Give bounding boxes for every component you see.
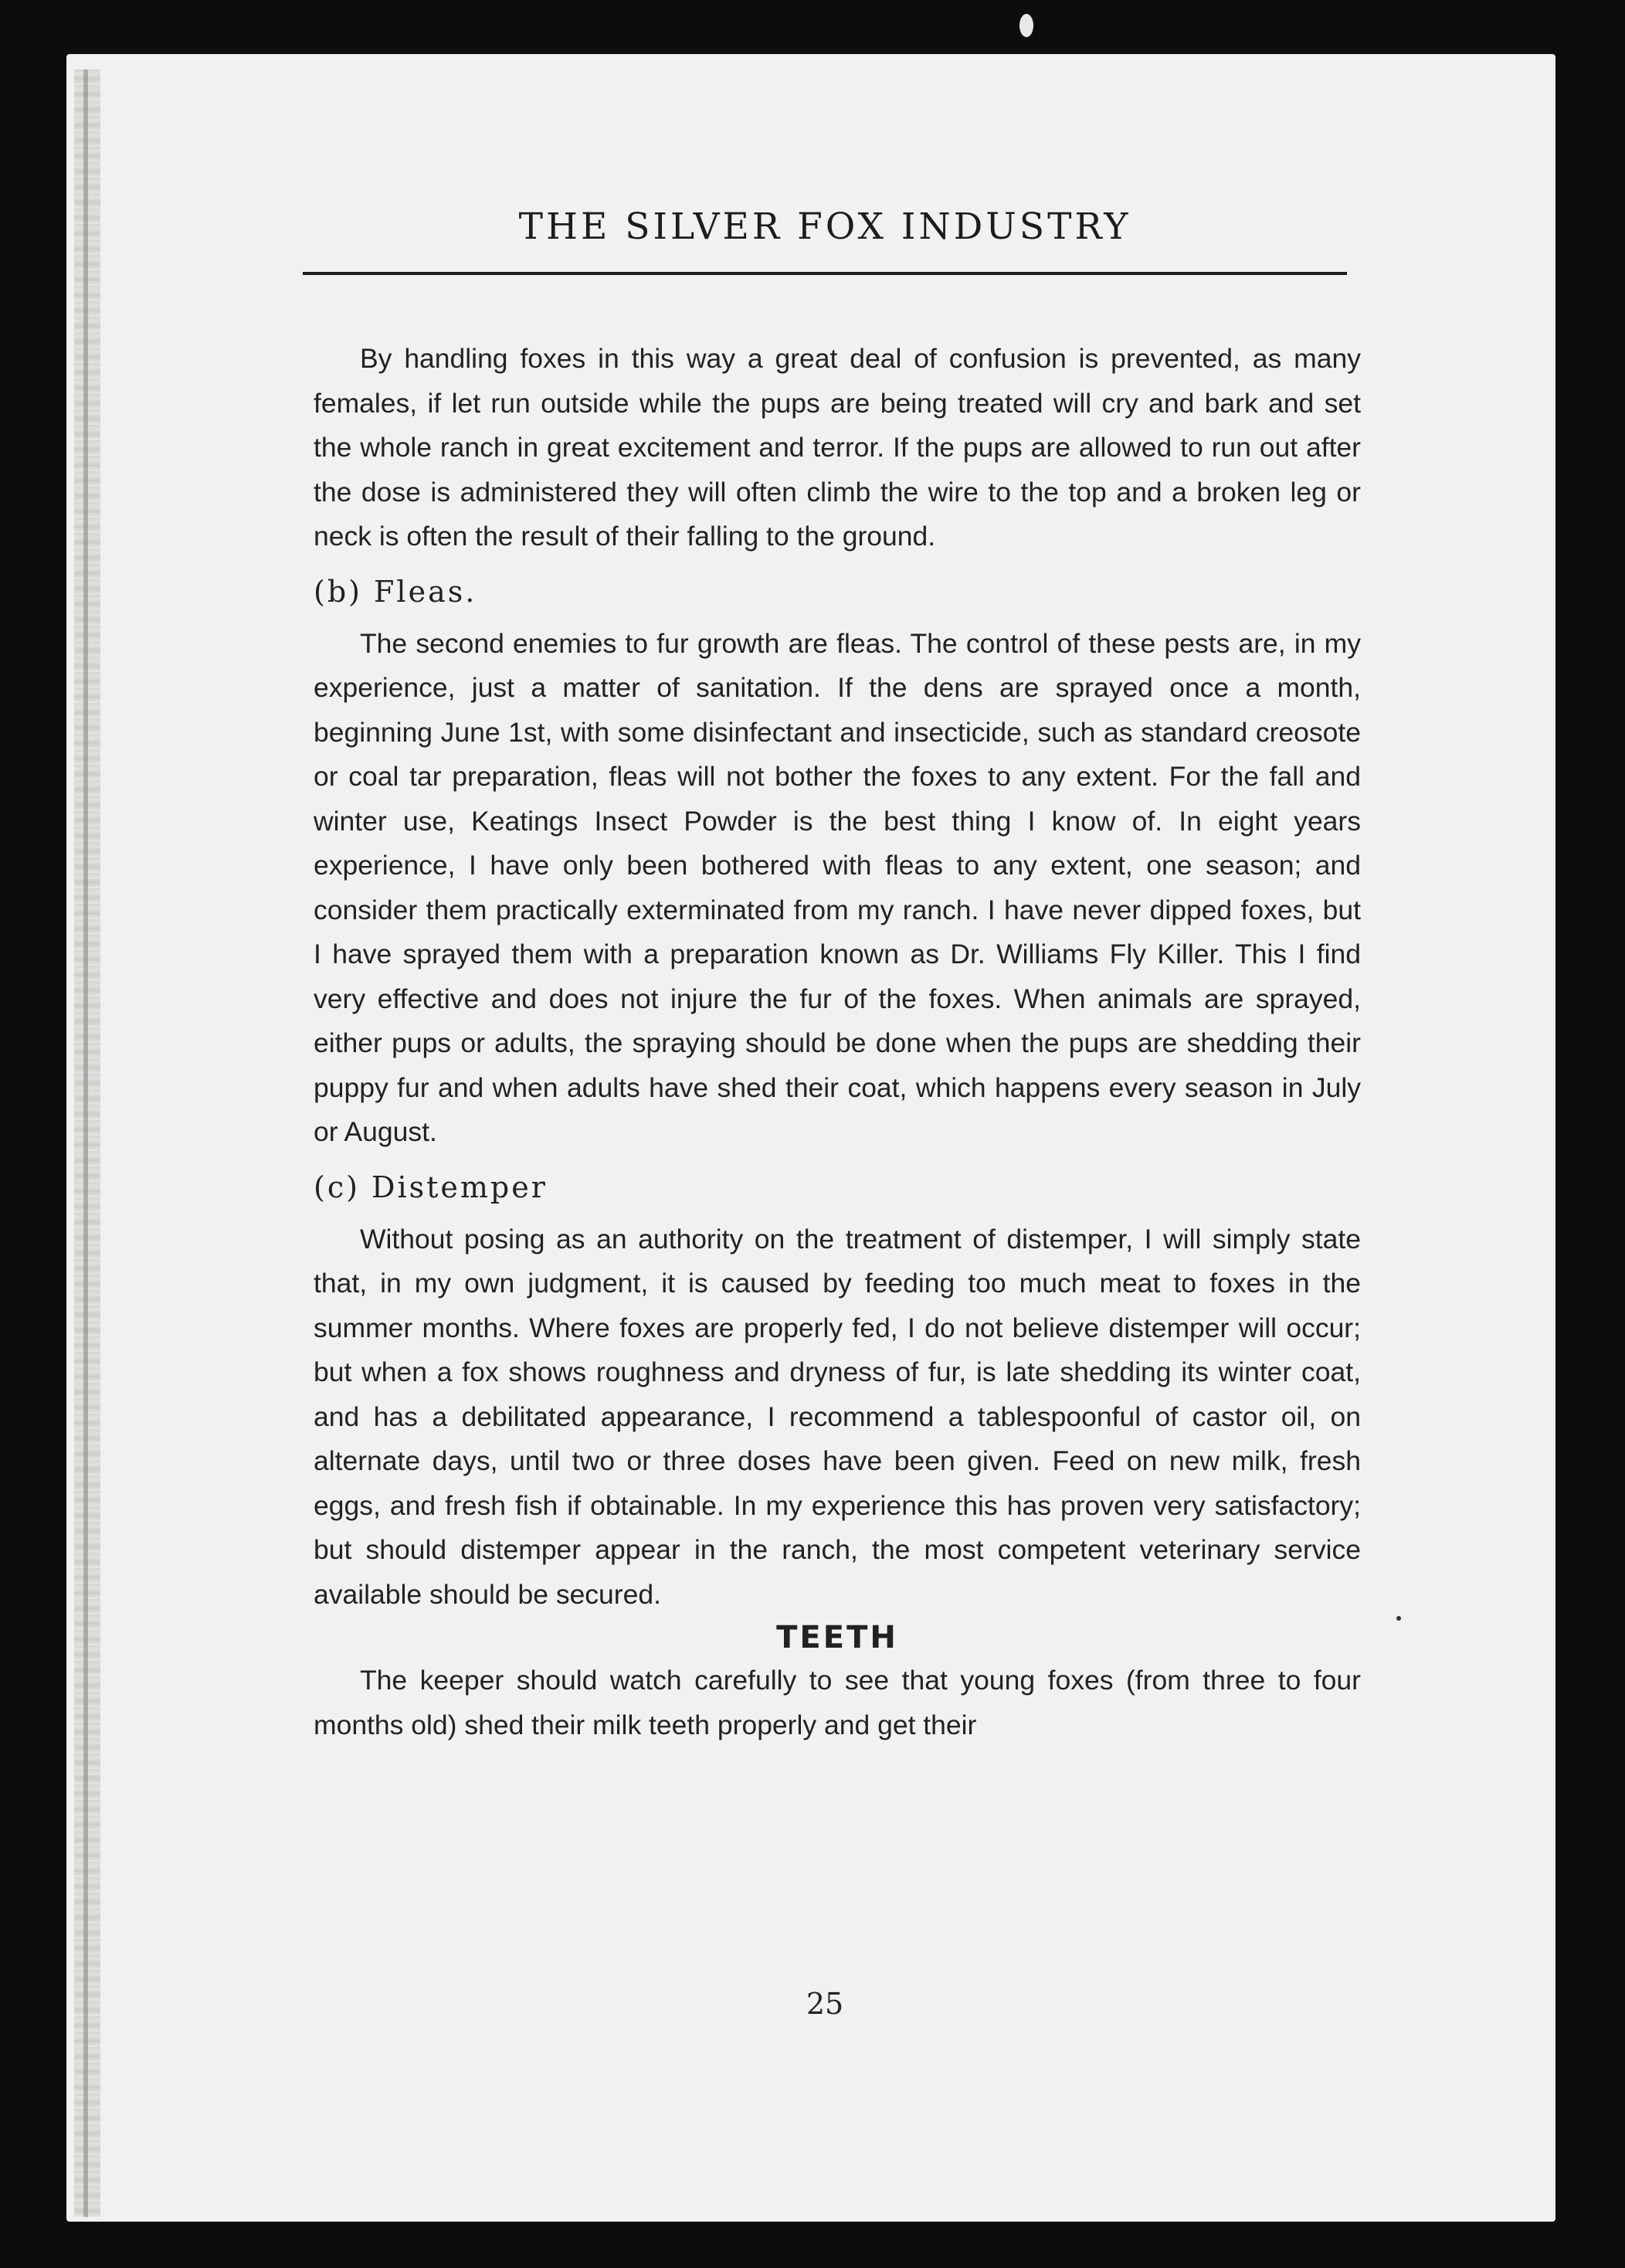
section-heading-distemper: (c) Distemper xyxy=(314,1170,548,1204)
header-rule xyxy=(303,272,1347,275)
page-body-text xyxy=(314,337,1361,1747)
paragraph-intro: By handling foxes in this way a great deal of confusion is prevented, as many females, if let run outside while the pups are being treated will cry and bark and set the whole ranch in great excitement and terror. If the pups are allowed to run out after the dose is administered they will often climb the wire to the top and a broken leg or neck is often the result of their falling to the ground. xyxy=(314,343,1361,552)
section-heading-teeth: TEETH xyxy=(776,1620,898,1655)
scan-artifact-mark xyxy=(1019,14,1033,37)
scan-speck xyxy=(1396,1616,1401,1621)
page-number: 25 xyxy=(806,1987,844,2021)
binding-shadow-line xyxy=(83,70,88,2217)
paragraph-distemper: Without posing as an authority on the treatment of distemper, I will simply state that, in my own judgment, it is caused by feeding too much meat to foxes in the summer months. Where foxes are properly fed, I do not believe distemper will occur; but when a fox shows roughness and dryness of fur, is late shedding its winter coat, and has a debilitated appearance, I recommend a tablespoonful of castor oil, on alternate days, until two or three doses have been given. Feed on new milk, fresh eggs, and fresh fish if obtainable. In my experience this has proven very satisfactory; but should distemper appear in the ranch, the most competent veterinary service available should be secured. xyxy=(314,1223,1361,1610)
paragraph-fleas: The second enemies to fur growth are fleas. The control of these pests are, in my experience, just a matter of sanitation. If the dens are sprayed once a month, beginning June 1st, with some disinfectant and insecticide, such as standard creosote or coal tar preparation, fleas will not bother the foxes to any extent. For the fall and winter use, Keatings Insect Powder is the best thing I know of. In eight years experience, I have only been bothered with fleas to any extent, one season; and consider them practically exterminated from my ranch. I have never dipped foxes, but I have sprayed them with a preparation known as Dr. Williams Fly Killer. This I find very effective and does not injure the fur of the foxes. When animals are sprayed, either pups or adults, the spraying should be done when the pups are shedding their puppy fur and when adults have shed their coat, which happens every season in July or August. xyxy=(314,627,1361,1147)
paragraph-teeth: The keeper should watch carefully to see that young foxes (from three to four months old) shed their milk teeth properly and get their xyxy=(314,1665,1361,1740)
running-header: THE SILVER FOX INDUSTRY xyxy=(518,205,1131,248)
section-heading-fleas: (b) Fleas. xyxy=(314,574,477,609)
